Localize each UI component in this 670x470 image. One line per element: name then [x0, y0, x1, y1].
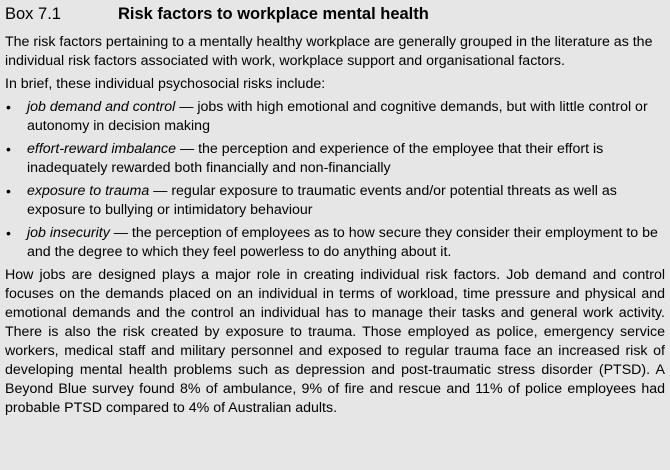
list-item — [5, 140, 665, 178]
list-lead-in: In brief, these individual psychosocial risks include: — [5, 76, 326, 92]
bullet-icon: • — [6, 99, 11, 115]
risk-list — [5, 98, 665, 262]
list-item — [5, 182, 665, 220]
risk-term: job demand and control — [27, 99, 176, 115]
risk-description: — the perception and experience of the employee that their effort is inadequately rewarded both financially and non-financially — [27, 141, 604, 176]
risk-description: — jobs with high emotional and cognitive demands, but with little control or autonomy in decision making — [27, 99, 648, 134]
list-item — [5, 224, 665, 262]
risk-description: — the perception of employees as to how secure they consider their employment to be and the degree to which they feel powerless to do anything about it. — [27, 225, 658, 260]
risk-term: effort-reward imbalance — [27, 141, 177, 157]
box-number: Box 7.1 — [5, 5, 61, 23]
box-header — [5, 5, 665, 31]
risk-term: job insecurity — [27, 225, 110, 241]
risk-term: exposure to trauma — [27, 183, 150, 199]
list-item — [5, 98, 665, 136]
bullet-icon: • — [6, 183, 11, 199]
bullet-icon: • — [6, 225, 11, 241]
bullet-icon: • — [6, 141, 11, 157]
box-title: Risk factors to workplace mental health — [118, 5, 429, 23]
intro-paragraph: The risk factors pertaining to a mentally healthy workplace are generally grouped in the literature as the individual risk factors associated with work, workplace support and organisational factors. — [5, 34, 653, 69]
risk-description: — regular exposure to traumatic events and/or potential threats as well as exposure to bullying or intimidatory behaviour — [27, 183, 617, 218]
closing-paragraph: How jobs are designed plays a major role in creating individual risk factors. Job demand and control focuses on the demands placed on an individual in terms of workload, time pressure and physical and emotional demands and the control an individual has to manage their tasks and general work activity. There is also the risk created by exposure to trauma. Those employed as police, emergency service workers, medical staff and military personnel and exposed to regular trauma face an increased risk of developing mental health problems such as depression and post-traumatic stress disorder (PTSD). A Beyond Blue survey found 8% of ambulance, 9% of fire and rescue and 11% of police employees had probable PTSD compared to 4% of Australian adults. — [5, 267, 665, 416]
